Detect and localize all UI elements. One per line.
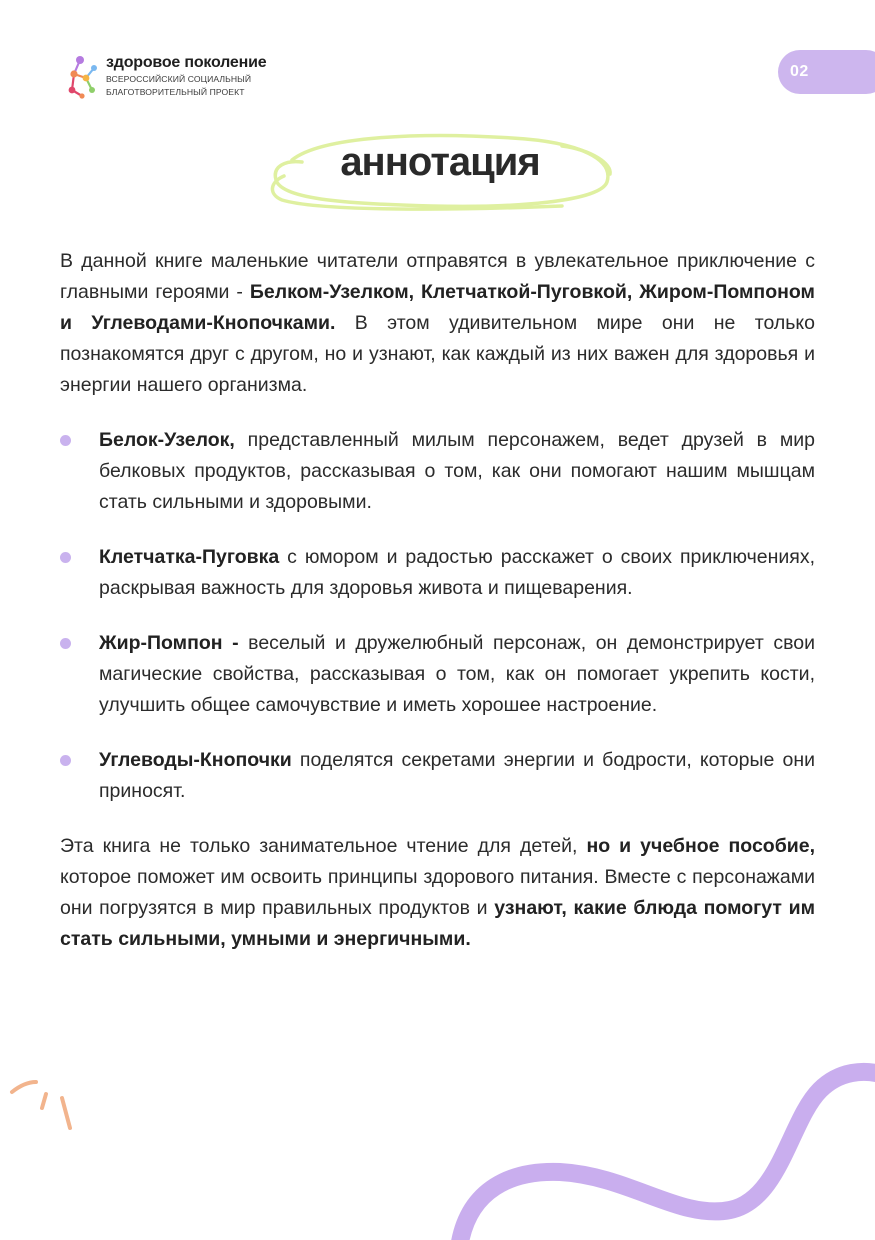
- closing-bold-1: но и учебное пособие,: [586, 835, 815, 857]
- bullet-bold: Жир-Помпон -: [99, 632, 239, 654]
- intro-text-1: В данной книге маленькие читатели отправятся в увлекательное приключение с главными героями -: [60, 250, 815, 303]
- sun-rays-decoration-icon: [8, 1072, 88, 1136]
- logo-subtitle-2: БЛАГОТВОРИТЕЛЬНЫЙ ПРОЕКТ: [106, 87, 245, 97]
- logo-subtitle-1: ВСЕРОССИЙСКИЙ СОЦИАЛЬНЫЙ: [106, 74, 252, 84]
- closing-bold-2: узнают, какие блюда помогут им стать сильными, умными и энергичными.: [60, 897, 815, 950]
- main-content: [60, 246, 815, 955]
- bullet-dot-icon: [60, 638, 71, 649]
- page-number-badge: [778, 50, 875, 94]
- bullet-dot-icon: [60, 552, 71, 563]
- intro-paragraph: [60, 246, 815, 401]
- project-logo: [62, 52, 292, 102]
- logo-name: здоровое поколение: [106, 54, 267, 71]
- bullet-bold: Углеводы-Кнопочки: [99, 749, 292, 771]
- closing-text-2: которое поможет им освоить принципы здорового питания. Вместе с персонажами они погрузятся в мир правильных продуктов и: [60, 866, 815, 919]
- bullet-bold: Белок-Узелок,: [99, 429, 235, 451]
- molecule-logo-icon: [62, 52, 98, 100]
- bullet-text: с юмором и радостью расскажет о своих приключениях, раскрывая важность для здоровья живота и пищеварения.: [99, 546, 815, 599]
- wave-decoration-icon: [440, 1060, 875, 1240]
- list-item: [60, 542, 815, 604]
- title-block: [262, 130, 618, 212]
- page-title: аннотация: [340, 140, 540, 184]
- list-item: [60, 425, 815, 518]
- intro-bold-heroes: Белком-Узелком, Клетчаткой-Пуговкой, Жиром-Помпоном и Углеводами-Кнопочками.: [60, 281, 815, 334]
- bullet-dot-icon: [60, 755, 71, 766]
- closing-paragraph: [60, 831, 815, 955]
- list-item: [60, 745, 815, 807]
- list-item: [60, 628, 815, 721]
- bullet-dot-icon: [60, 435, 71, 446]
- page-number: 02: [790, 63, 809, 80]
- closing-text-1: Эта книга не только занимательное чтение для детей,: [60, 835, 587, 857]
- bullet-text: представленный милым персонажем, ведет друзей в мир белковых продуктов, рассказывая о том, как они помогают нашим мышцам стать сильными и здоровыми.: [99, 429, 815, 513]
- bullet-text: поделятся секретами энергии и бодрости, которые они приносят.: [99, 749, 815, 802]
- bullet-text: веселый и дружелюбный персонаж, он демонстрирует свои магические свойства, рассказывая о том, как он помогает укрепить кости, улучшить общее самочувствие и иметь хорошее настроение.: [99, 632, 815, 716]
- bullet-bold: Клетчатка-Пуговка: [99, 546, 280, 568]
- character-list: [60, 425, 815, 807]
- intro-text-2: В этом удивительном мире они не только познакомятся друг с другом, но и узнают, как каждый из них важен для здоровья и энергии нашего организма.: [60, 312, 815, 396]
